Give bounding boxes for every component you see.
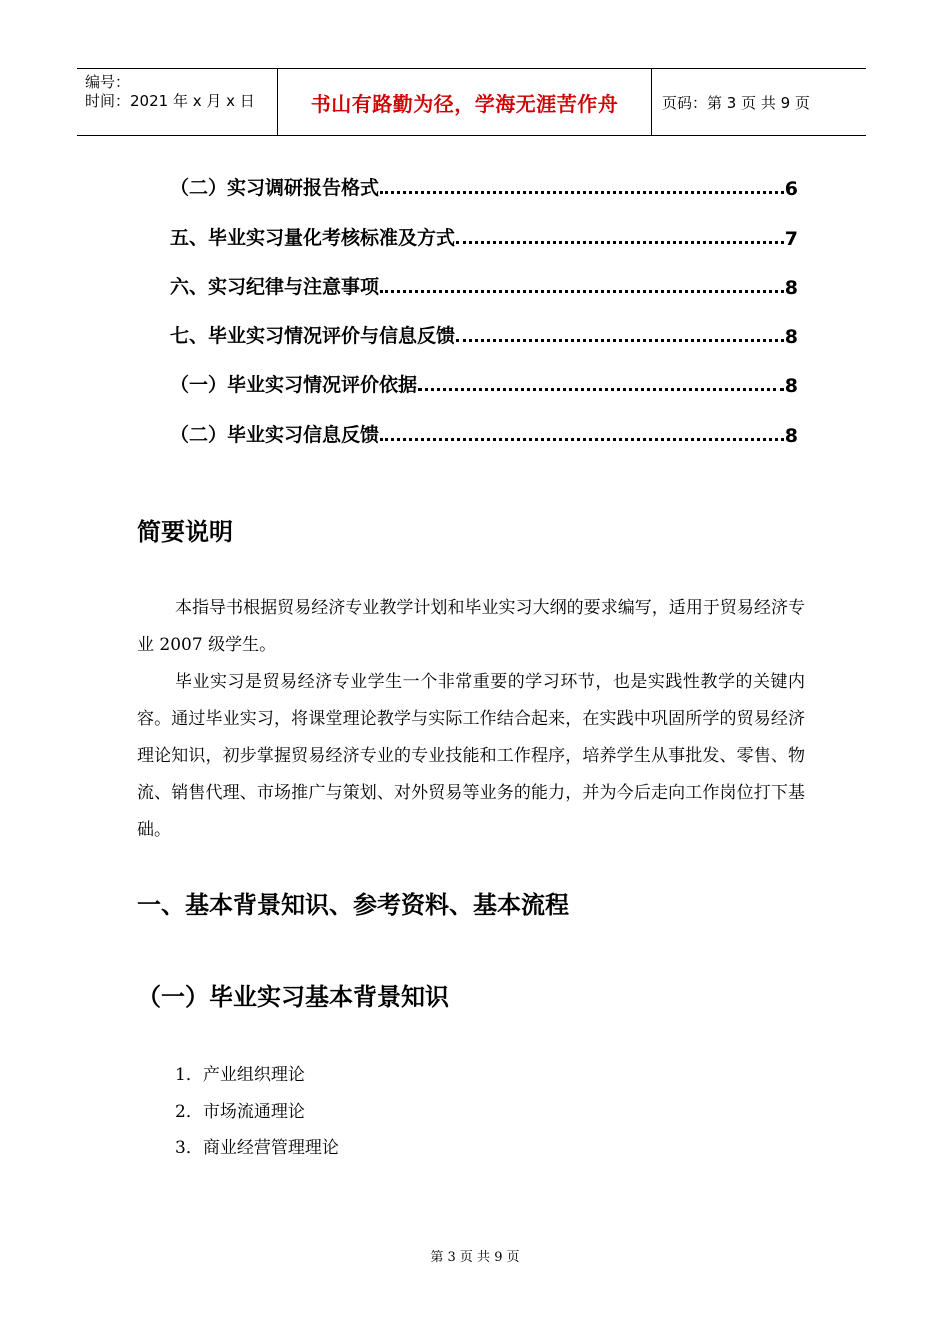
toc-entry[interactable] <box>170 367 798 397</box>
header-code: 编号： <box>85 73 131 91</box>
toc-entry-page: 8 <box>784 326 798 348</box>
header-motto: 书山有路勤为径，学海无涯苦作舟 <box>278 69 652 135</box>
toc-entry-page: 6 <box>784 178 798 200</box>
list-item: 2．市场流通理论 <box>175 1102 305 1122</box>
header-page-number: 页码：第 3 页 共 9 页 <box>662 93 810 112</box>
toc-entry-page: 8 <box>784 425 798 447</box>
page-footer: 第 3 页 共 9 页 <box>430 1250 520 1265</box>
header-meta <box>77 69 278 135</box>
toc-leader-dots <box>380 290 784 293</box>
list-item: 1．产业组织理论 <box>175 1065 305 1085</box>
toc-entry[interactable] <box>170 269 798 299</box>
summary-heading: 简要说明 <box>137 518 233 546</box>
summary-paragraph: 本指导书根据贸易经济专业教学计划和毕业实习大纲的要求编写，适用于贸易经济专业 2007 级学生。 <box>137 598 805 655</box>
list-item: 3．商业经营管理理论 <box>175 1138 339 1158</box>
toc-leader-dots <box>380 191 784 194</box>
toc-entry[interactable] <box>170 318 798 348</box>
toc-entry[interactable] <box>170 170 798 200</box>
toc-entry-label: （一）毕业实习情况评价依据 <box>170 374 418 396</box>
header-date: 时间：2021 年 x 月 x 日 <box>85 92 255 110</box>
toc-entry-label: 六、实习纪律与注意事项 <box>170 276 380 298</box>
section-heading: 一、基本背景知识、参考资料、基本流程 <box>137 891 569 919</box>
toc-entry-page: 8 <box>784 277 798 299</box>
toc-entry-page: 8 <box>784 375 798 397</box>
summary-paragraph: 毕业实习是贸易经济专业学生一个非常重要的学习环节，也是实践性教学的关键内容。通过毕业实习，将课堂理论教学与实际工作结合起来，在实践中巩固所学的贸易经济理论知识，初步掌握贸易经济专业的专业技能和工作程序，培养学生从事批发、零售、物流、销售代理、市场推广与策划、对外贸易等业务的能力，并为今后走向工作岗位打下基础。 <box>137 672 805 840</box>
subsection-heading: （一）毕业实习基本背景知识 <box>137 983 449 1011</box>
toc-leader-dots <box>418 388 784 391</box>
toc-leader-dots <box>380 438 784 441</box>
toc-entry-label: （二）实习调研报告格式 <box>170 177 380 199</box>
toc-entry-label: （二）毕业实习信息反馈 <box>170 424 380 446</box>
toc-leader-dots <box>456 339 784 342</box>
toc-leader-dots <box>456 241 784 244</box>
toc-entry[interactable] <box>170 417 798 447</box>
toc-entry-page: 7 <box>784 228 798 250</box>
toc-entry-label: 七、毕业实习情况评价与信息反馈 <box>170 325 456 347</box>
page-header <box>77 68 866 136</box>
toc-entry[interactable] <box>170 220 798 250</box>
toc-entry-label: 五、毕业实习量化考核标准及方式 <box>170 227 456 249</box>
